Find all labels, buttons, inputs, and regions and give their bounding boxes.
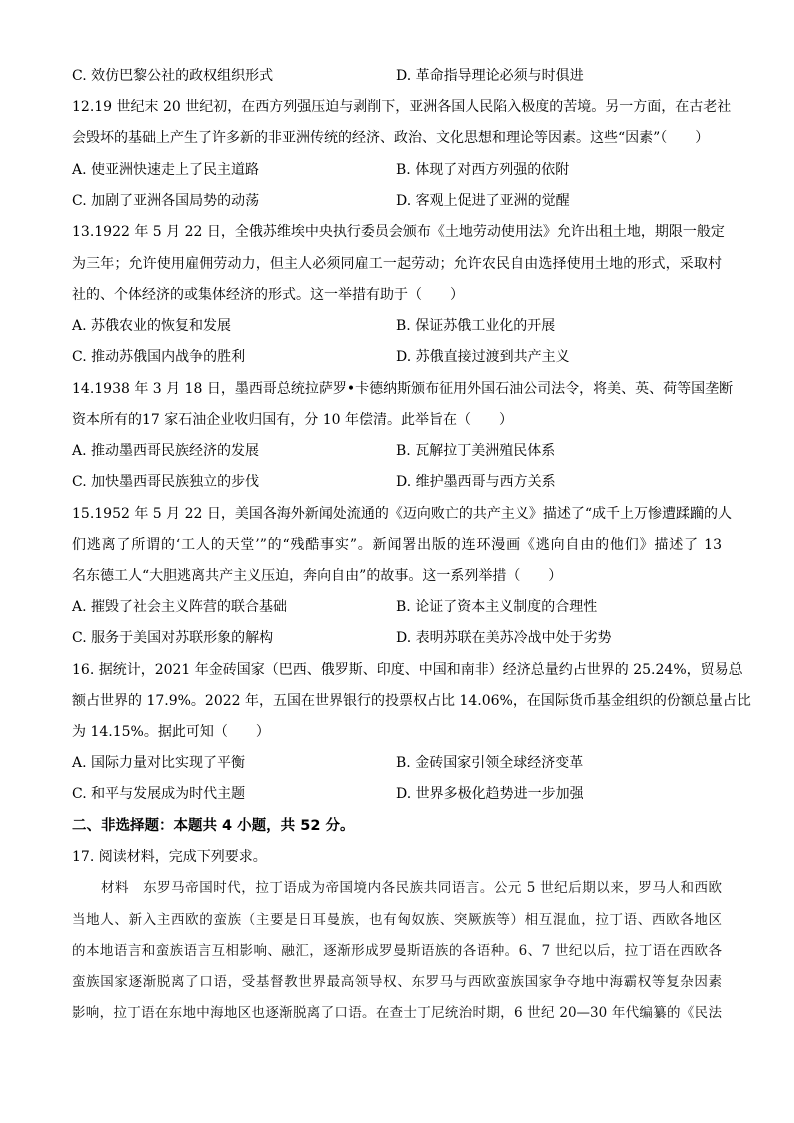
q14-option-a: A. 推动墨西哥民族经济的发展 (72, 443, 260, 459)
q14-stem-line: 资本所有的17 家石油企业收归国有，分 10 年偿清。此举旨在（ ） (72, 412, 513, 428)
q16-stem-line: 为 14.15%。据此可知（ ） (72, 724, 270, 740)
q11-option-c: C. 效仿巴黎公社的政权组织形式 (72, 68, 274, 84)
q17-material-line: 蛮族国家逐渐脱离了口语，受基督教世界最高领导权、东罗马与西欧蛮族国家争夺地中海霸权等复杂因素 (72, 974, 722, 990)
q17-material-line: 材料 东罗马帝国时代，拉丁语成为帝国境内各民族共同语言。公元 5 世纪后期以来，罗马人和西欧 (101, 880, 722, 896)
q14-stem-line: 14.1938 年 3 月 18 日，墨西哥总统拉萨罗•卡德纳斯颁布征用外国石油公司法令，将美、英、荷等国垄断 (72, 381, 734, 397)
q13-option-c: C. 推动苏俄国内战争的胜利 (72, 349, 246, 365)
q15-stem-line: 们逃离了所谓的‘工人的天堂’”的“残酷事实”。新闻署出版的连环漫画《逃向自由的他们》描述了 13 (72, 537, 722, 553)
q13-stem-line: 13.1922 年 5 月 22 日，全俄苏维埃中央执行委员会颁布《土地劳动使用法》允许出租土地，期限一般定 (72, 224, 725, 240)
q16-stem-line: 16. 据统计，2021 年金砖国家（巴西、俄罗斯、印度、中国和南非）经济总量约占世界的 25.24%，贸易总 (72, 662, 743, 678)
q12-option-a: A. 使亚洲快速走上了民主道路 (72, 162, 260, 178)
q16-option-d: D. 世界多极化趋势进一步加强 (396, 786, 584, 802)
q13-option-d: D. 苏俄直接过渡到共产主义 (396, 349, 570, 365)
q12-option-c: C. 加剧了亚洲各国局势的动荡 (72, 193, 260, 209)
q14-option-b: B. 瓦解拉丁美洲殖民体系 (396, 443, 556, 459)
q14-option-c: C. 加快墨西哥民族独立的步伐 (72, 474, 260, 490)
q13-stem-line: 社的、个体经济的或集体经济的形式。这一举措有助于（ ） (72, 287, 464, 303)
q15-option-b: B. 论证了资本主义制度的合理性 (396, 599, 598, 615)
q16-stem-line: 额占世界的 17.9%。2022 年，五国在世界银行的投票权占比 14.06%，在国际货币基金组织的份额总量占比 (72, 693, 751, 709)
q12-stem-line: 12.19 世纪末 20 世纪初，在西方列强压迫与剥削下，亚洲各国人民陷入极度的苦境。另一方面，在古老社 (72, 99, 732, 115)
q13-option-a: A. 苏俄农业的恢复和发展 (72, 318, 232, 334)
q17-stem: 17. 阅读材料，完成下列要求。 (72, 849, 267, 865)
q11-option-d: D. 革命指导理论必须与时俱进 (396, 68, 584, 84)
q12-option-d: D. 客观上促进了亚洲的觉醒 (396, 193, 570, 209)
q15-option-d: D. 表明苏联在美苏冷战中处于劣势 (396, 630, 612, 646)
q13-option-b: B. 保证苏俄工业化的开展 (396, 318, 556, 334)
q14-option-d: D. 维护墨西哥与西方关系 (396, 474, 556, 490)
q17-material-line: 影响，拉丁语在东地中海地区也逐渐脱离了口语。在查士丁尼统治时期，6 世纪 20—30 年代编纂的《民法 (72, 1005, 722, 1021)
q13-stem-line: 为三年；允许使用雇佣劳动力，但主人必须同雇工一起劳动；允许农民自由选择使用土地的形式，采取村 (72, 256, 722, 272)
q16-option-a: A. 国际力量对比实现了平衡 (72, 755, 246, 771)
q12-option-b: B. 体现了对西方列强的依附 (396, 162, 570, 178)
q16-option-c: C. 和平与发展成为时代主题 (72, 786, 246, 802)
q15-stem-line: 15.1952 年 5 月 22 日，美国各海外新闻处流通的《迈向败亡的共产主义》描述了“成千上万惨遭蹂躏的人 (72, 506, 733, 522)
q15-stem-line: 名东德工人“大胆逃离共产主义压迫，奔向自由”的故事。这一系列举措（ ） (72, 568, 563, 584)
q17-material-line: 的本地语言和蛮族语言互相影响、融汇，逐渐形成罗曼斯语族的各语种。6、7 世纪以后，拉丁语在西欧各 (72, 943, 722, 959)
q16-option-b: B. 金砖国家引领全球经济变革 (396, 755, 584, 771)
q15-option-c: C. 服务于美国对苏联形象的解构 (72, 630, 274, 646)
q12-stem-line: 会毁坏的基础上产生了许多新的非亚洲传统的经济、政治、文化思想和理论等因素。这些“因素”（ ） (72, 130, 710, 146)
section-heading: 二、非选择题：本题共 4 小题，共 52 分。 (72, 818, 355, 834)
q15-option-a: A. 摧毁了社会主义阵营的联合基础 (72, 599, 288, 615)
q17-material-line: 当地人、新入主西欧的蛮族（主要是日耳曼族，也有匈奴族、突厥族等）相互混血，拉丁语、西欧各地区 (72, 912, 722, 928)
